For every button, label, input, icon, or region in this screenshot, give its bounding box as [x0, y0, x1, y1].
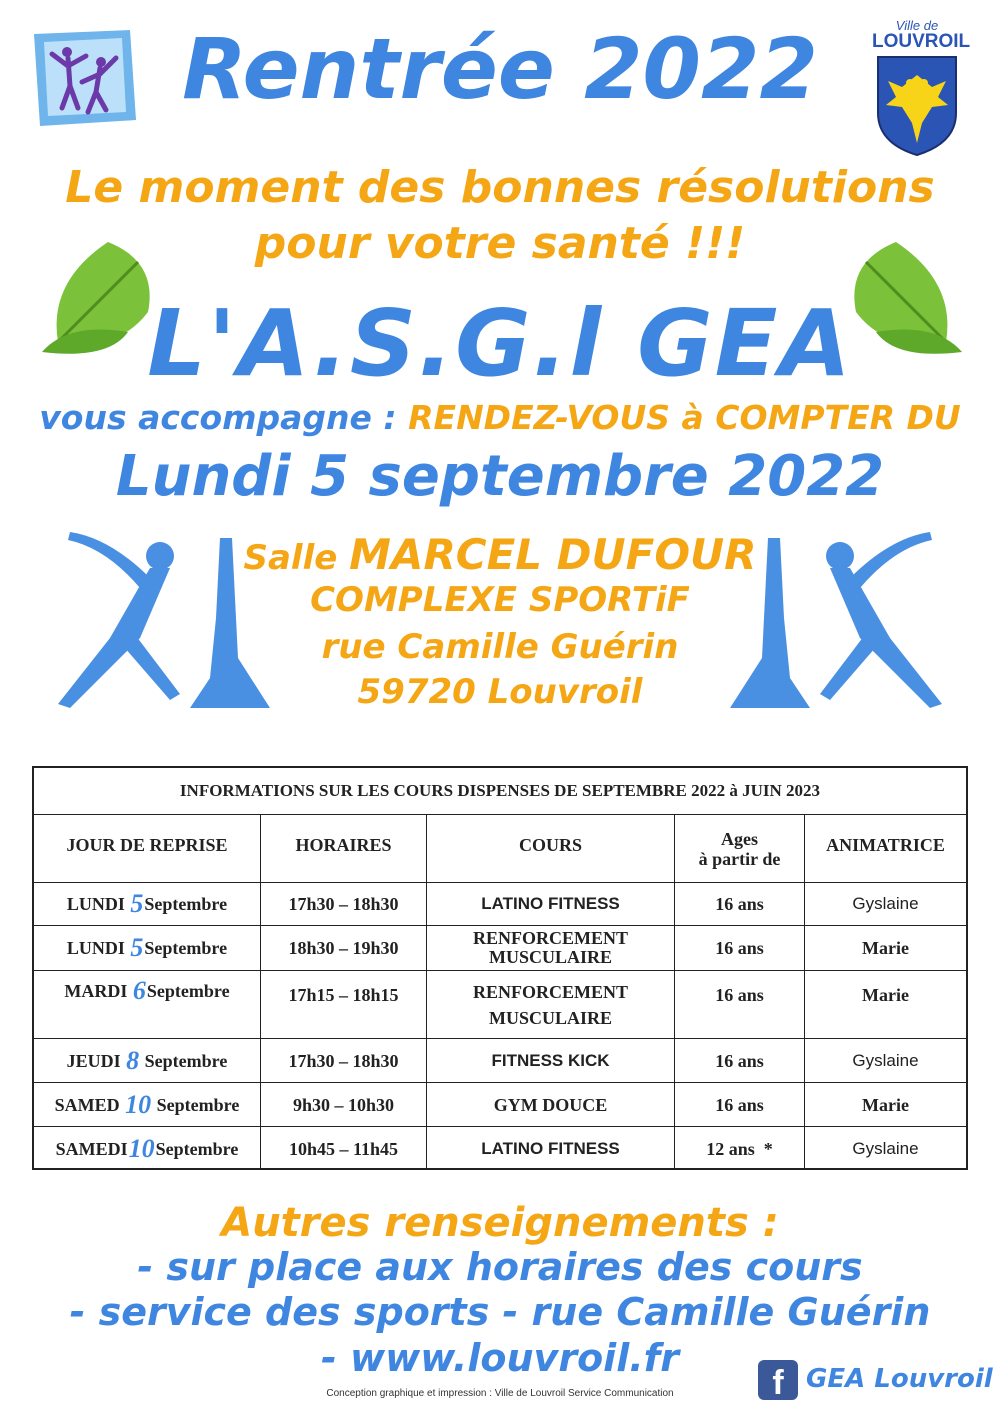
- schedule-table: [32, 766, 968, 1170]
- more-info-line2: - service des sports - rue Camille Guérin: [69, 1290, 931, 1334]
- table-row-coach: Marie: [862, 1094, 909, 1115]
- day-name: JEUDI: [66, 1050, 121, 1071]
- day-number: 10: [125, 1089, 152, 1119]
- table-row-course: FITNESS KICK: [491, 1050, 610, 1070]
- day-month: Septembre: [146, 981, 230, 1001]
- table-row-coach: Gyslaine: [852, 1138, 919, 1158]
- credit-text: Conception graphique et impression : Ville de Louvroil Service Communication: [326, 1388, 674, 1399]
- table-row-age: 16 ans: [715, 1050, 764, 1071]
- logo-ville: Ville de: [895, 18, 939, 33]
- table-row-age: 16 ans: [715, 894, 764, 914]
- more-info-title: Autres renseignements :: [221, 1200, 779, 1246]
- day-number: 6: [132, 976, 146, 1005]
- day-number: 5: [130, 933, 144, 962]
- header-ages-line1: Ages: [721, 828, 758, 849]
- table-row-day: [34, 1127, 260, 1170]
- table-row-time: 17h15 – 18h15: [288, 985, 399, 1005]
- day-number: 8: [126, 1045, 140, 1075]
- day-month: Septembre: [144, 1050, 228, 1071]
- table-row-coach: Gyslaine: [852, 894, 919, 913]
- day-name: SAMED: [54, 1094, 120, 1115]
- table-row-age: 16 ans: [715, 1094, 764, 1115]
- day-month: Septembre: [155, 1138, 239, 1159]
- day-name: MARDI: [64, 981, 128, 1001]
- table-row-day: [34, 1083, 260, 1126]
- table-row-course: LATINO FITNESS: [481, 1138, 620, 1158]
- address-line1: [0, 530, 1000, 579]
- course-line1: RENFORCEMENT: [472, 981, 628, 1002]
- table-row-age: 16 ans: [715, 938, 764, 958]
- table-row-age: 16 ans: [715, 985, 764, 1005]
- table-row-time: 10h45 – 11h45: [288, 1138, 399, 1159]
- table-row-time: 17h30 – 18h30: [288, 1050, 399, 1071]
- table-row-course: GYM DOUCE: [493, 1094, 608, 1115]
- table-row-coach: Gyslaine: [852, 1050, 919, 1070]
- day-name: LUNDI: [66, 894, 125, 914]
- table-row-course: [427, 971, 674, 1038]
- start-date: Lundi 5 septembre 2022: [115, 444, 885, 509]
- schedule-title: INFORMATIONS SUR LES COURS DISPENSES DE SEPTEMBRE 2022 à JUIN 2023: [179, 781, 821, 800]
- subtitle-line1: Le moment des bonnes résolutions: [65, 162, 935, 213]
- table-row-time: 9h30 – 10h30: [292, 1094, 395, 1115]
- day-name: SAMEDI: [55, 1138, 128, 1159]
- day-month: Septembre: [156, 1094, 240, 1115]
- address-line4: 59720 Louvroil: [357, 672, 643, 712]
- table-row-day: [34, 1039, 260, 1082]
- table-row-course: [427, 926, 674, 970]
- facebook-icon[interactable]: f: [758, 1360, 798, 1400]
- table-row-age: 12 ans *: [706, 1138, 773, 1159]
- header-jour: JOUR DE REPRISE: [66, 835, 228, 855]
- table-row-coach: Marie: [862, 938, 909, 958]
- logo-name: LOUVROIL: [872, 31, 971, 52]
- club-name: L'A.S.G.l GEA: [147, 290, 853, 397]
- address-line3: rue Camille Guérin: [321, 627, 679, 667]
- accompany-part2: RENDEZ-VOUS à COMPTER DU: [408, 398, 961, 437]
- header-animatrice: ANIMATRICE: [826, 835, 945, 855]
- address-venue: MARCEL DUFOUR: [349, 530, 757, 579]
- header-ages: [675, 815, 804, 882]
- table-row-time: 17h30 – 18h30: [288, 894, 399, 914]
- more-info-line1: - sur place aux horaires des cours: [137, 1245, 863, 1289]
- course-line2: MUSCULAIRE: [488, 1007, 612, 1028]
- header-ages-line2: à partir de: [698, 848, 781, 869]
- address-line2: COMPLEXE SPORTiF: [310, 580, 690, 620]
- course-line1: RENFORCEMENT: [472, 928, 628, 948]
- day-month: Septembre: [144, 938, 228, 958]
- address-prefix: Salle: [243, 538, 338, 578]
- table-row-day: [34, 926, 260, 970]
- day-name: LUNDI: [66, 938, 125, 958]
- course-line2: MUSCULAIRE: [488, 947, 612, 967]
- table-row-time: 18h30 – 19h30: [288, 938, 399, 958]
- accompany-part1: vous accompagne :: [39, 398, 397, 437]
- header-horaires: HORAIRES: [295, 835, 392, 855]
- accompany-line: [0, 398, 1000, 437]
- table-row-course: LATINO FITNESS: [481, 894, 620, 913]
- day-number: 10: [128, 1133, 155, 1163]
- page-title: Rentrée 2022: [182, 20, 818, 118]
- day-number: 5: [130, 889, 144, 918]
- table-row-day: [34, 883, 260, 925]
- day-month: Septembre: [144, 894, 228, 914]
- table-row-day: [34, 971, 260, 1038]
- table-row-coach: Marie: [862, 985, 909, 1005]
- facebook-page-label[interactable]: GEA Louvroil: [806, 1364, 993, 1394]
- website-link[interactable]: - www.louvroil.fr: [321, 1336, 679, 1380]
- header-cours: COURS: [518, 835, 582, 855]
- subtitle-line2: pour votre santé !!!: [254, 218, 746, 269]
